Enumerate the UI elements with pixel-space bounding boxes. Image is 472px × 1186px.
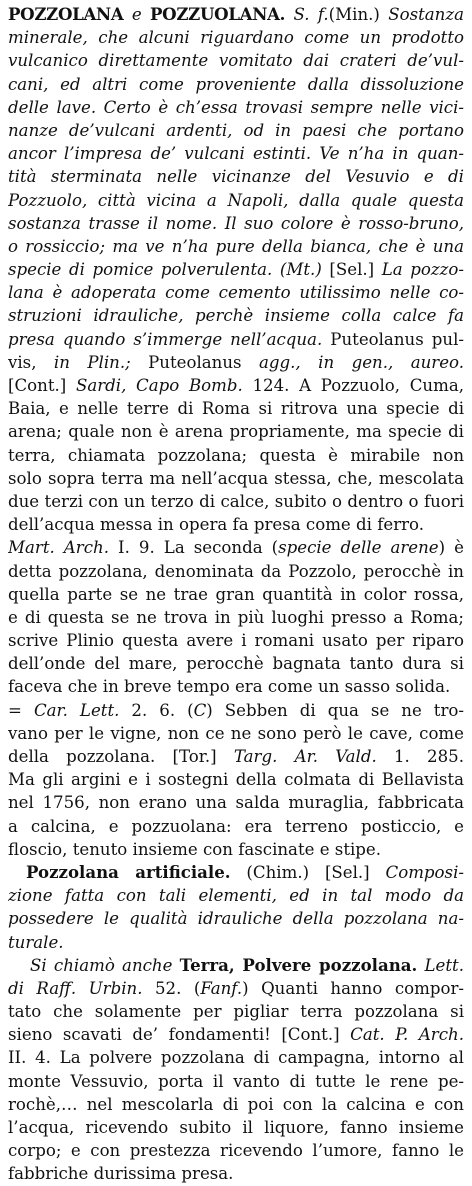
header-line-continuation bbox=[388, 5, 464, 24]
text-run: Fanf. bbox=[200, 978, 243, 998]
text-line bbox=[8, 768, 464, 791]
text-run: o rossiccio; ma ve n’ha pure della bianca, che è una bbox=[8, 236, 464, 256]
text-run: monte Vessuvio, porta il vanto di tutte le rene pe- bbox=[8, 1071, 464, 1091]
text-run: cani, ed altri come proveniente dalla dissoluzione bbox=[8, 74, 464, 94]
entry-part-of-speech: S. f. bbox=[293, 5, 329, 24]
text-line bbox=[8, 722, 464, 745]
text-run: quella parte se ne trae gran quantità in color rossa, bbox=[8, 584, 464, 604]
text-run: Puteolanus pul- bbox=[322, 329, 464, 349]
text-run: fabbriche durissima presa. bbox=[8, 1164, 234, 1184]
text-run: Ma gli argini e i sostegni della colmata di Bellavista bbox=[8, 770, 464, 790]
text-line bbox=[8, 1162, 464, 1185]
text-run: due terzi con un terzo di calce, subito o dentro o fuori bbox=[8, 491, 464, 511]
text-run: presa quando s’immerge nell’acqua. bbox=[8, 329, 323, 349]
text-run: delle lave. Certo è ch’essa trovasi sempre nelle vici- bbox=[8, 97, 464, 117]
text-line bbox=[8, 652, 464, 675]
text-line bbox=[8, 212, 464, 235]
text-line bbox=[8, 1000, 464, 1023]
text-run: C bbox=[193, 700, 207, 720]
text-line bbox=[8, 165, 464, 188]
text-run: La pozzo- bbox=[381, 260, 464, 280]
text-run: I. 9. La seconda ( bbox=[108, 538, 279, 558]
text-line bbox=[8, 513, 464, 536]
text-line bbox=[8, 1139, 464, 1162]
text-run: ) Sebben di qua se ne tro- bbox=[206, 700, 464, 720]
text-line bbox=[8, 490, 464, 513]
text-run: nel 1756, non erano una salda muraglia, fabbricata bbox=[8, 793, 464, 813]
text-run: Terra, Polvere pozzolana. bbox=[179, 954, 418, 975]
text-run: (Chim.) [Sel.] bbox=[230, 862, 386, 882]
text-line bbox=[8, 73, 464, 96]
text-line bbox=[8, 235, 464, 258]
text-run: specie di pomice polverulenta. (Mt.) bbox=[8, 260, 322, 280]
text-run: specie delle arene bbox=[278, 538, 439, 558]
text-line bbox=[8, 954, 464, 977]
text-line bbox=[8, 884, 464, 907]
text-line bbox=[8, 1093, 464, 1116]
text-run: della pozzolana. [Tor.] bbox=[8, 747, 234, 766]
text-run: [Sel.] bbox=[321, 260, 382, 280]
text-line bbox=[8, 907, 464, 930]
text-line bbox=[8, 791, 464, 814]
text-run: rochè,… nel mescolarla di poi con la calcina e con bbox=[8, 1094, 464, 1114]
text-line bbox=[8, 96, 464, 119]
text-run: II. 4. La polvere pozzolana di campagna, intorno al bbox=[8, 1048, 464, 1068]
text-run: tità sterminata nelle vicinanze del Vesuvio e di bbox=[8, 167, 464, 187]
text-run: Baia, e nelle terre di Roma si ritrova una specie di bbox=[8, 399, 464, 419]
text-line bbox=[8, 49, 464, 72]
text-line bbox=[8, 560, 464, 583]
entry-body bbox=[8, 26, 464, 1185]
text-run: ) Quanti hanno compor- bbox=[242, 978, 464, 998]
text-run: Pozzuolo, città vicina a Napoli, dalla quale questa bbox=[8, 190, 464, 210]
text-line bbox=[8, 1046, 464, 1069]
text-line bbox=[8, 258, 464, 281]
text-line bbox=[8, 1116, 464, 1139]
text-line bbox=[8, 444, 464, 467]
text-run: Sostanza bbox=[388, 5, 464, 24]
text-run: = bbox=[8, 700, 34, 720]
entry-headword: POZZOLANA bbox=[8, 4, 124, 24]
text-run: Si chiamò anche bbox=[30, 955, 180, 975]
entry-domain-label: (Min.) bbox=[328, 5, 380, 24]
text-run: 1. 285. bbox=[376, 747, 464, 766]
text-run: solo sopra terra ma nell’acqua stessa, che, mescolata bbox=[8, 468, 464, 488]
entry-headword-variant: POZZUOLANA. bbox=[149, 4, 286, 24]
text-run: in Plin.; bbox=[53, 352, 131, 372]
text-run: ) è bbox=[438, 538, 464, 558]
text-run: l’acqua, ricevendo subito il liquore, fanno insieme bbox=[8, 1118, 464, 1137]
text-line bbox=[8, 1023, 464, 1046]
text-run: 2. 6. ( bbox=[119, 700, 194, 720]
text-line bbox=[8, 1070, 464, 1093]
text-run: scrive Plinio questa avere i romani usato per riparo bbox=[8, 631, 464, 651]
text-run: turale. bbox=[8, 932, 64, 952]
text-line bbox=[8, 838, 464, 861]
text-run: ancor l’impresa de’ vulcani estinti. Ve n’ha in quan- bbox=[8, 144, 464, 164]
text-run: agg., in gen., aureo. bbox=[259, 352, 464, 372]
text-line bbox=[8, 304, 464, 327]
text-run: a calcina, e pozzuolana: era terreno posticcio, e bbox=[8, 816, 464, 836]
text-run: possedere le qualità idrauliche della pozzolana na- bbox=[8, 909, 464, 929]
text-line bbox=[8, 629, 464, 652]
text-line bbox=[8, 351, 464, 374]
text-run: detta pozzolana, denominata da Pozzolo, perocchè in bbox=[8, 561, 464, 581]
text-run: arena; quale non è arena propriamente, ma specie di bbox=[8, 422, 464, 442]
text-run: faceva che in breve tempo era come un sasso solida. bbox=[8, 677, 451, 697]
text-run: Sardi, Capo Bomb. bbox=[75, 376, 243, 395]
text-run: 124. A Pozzuolo, Cuma, bbox=[242, 376, 464, 395]
text-line bbox=[8, 328, 464, 351]
text-line bbox=[8, 467, 464, 490]
text-run: lana è adoperata come cemento utilissimo nelle co- bbox=[8, 283, 464, 303]
text-line bbox=[8, 374, 464, 397]
text-run: Lett. bbox=[417, 955, 464, 975]
text-run: Cat. P. Arch. bbox=[350, 1025, 464, 1045]
text-line bbox=[8, 583, 464, 606]
text-line bbox=[8, 675, 464, 698]
text-run: zione fatta con tali elementi, ed in tal modo da bbox=[8, 886, 464, 906]
text-run: nanze de’vulcani ardenti, od in paesi che portano bbox=[8, 120, 464, 140]
text-run: di Raff. Urbin. bbox=[8, 978, 143, 998]
text-run: terra, chiamata pozzolana; questa è mirabile non bbox=[8, 445, 464, 465]
entry-headword-conjunction: e bbox=[131, 5, 142, 24]
text-line bbox=[8, 281, 464, 304]
text-run: Mart. Arch. bbox=[8, 538, 109, 558]
text-line bbox=[8, 606, 464, 629]
text-run: Pozzolana artificiale. bbox=[26, 861, 231, 882]
text-run: minerale, che alcuni riguardano come un prodotto bbox=[8, 28, 464, 48]
text-run: vano per le vigne, non ce ne sono però le cave, come bbox=[8, 723, 464, 743]
text-run: sostanza trasse il nome. Il suo colore è rosso-bruno, bbox=[8, 213, 464, 233]
text-line bbox=[8, 420, 464, 443]
text-line bbox=[8, 931, 464, 954]
text-line bbox=[8, 536, 464, 559]
text-run: floscio, tenuto insieme con fascinate e stipe. bbox=[8, 839, 382, 859]
text-run: dell’acqua messa in opera fa presa come di ferro. bbox=[8, 515, 425, 535]
text-run: Car. Lett. bbox=[33, 700, 120, 720]
text-run: Targ. Ar. Vald. bbox=[233, 747, 377, 766]
text-line bbox=[8, 26, 464, 49]
text-run: Composi- bbox=[385, 862, 464, 882]
text-run: tato che solamente per pigliar terra pozzolana si bbox=[8, 1002, 464, 1022]
text-line bbox=[8, 977, 464, 1000]
text-run: sieno scavati de’ fondamenti! [Cont.] bbox=[8, 1025, 351, 1045]
text-line bbox=[8, 119, 464, 142]
text-run: e di questa se ne trova in più luoghi presso a Roma; bbox=[8, 607, 464, 627]
text-run: Puteolanus bbox=[130, 352, 260, 372]
text-line bbox=[8, 815, 464, 838]
text-line bbox=[8, 142, 464, 165]
text-line bbox=[8, 861, 464, 884]
text-run: vis, bbox=[8, 352, 54, 372]
text-run: 52. ( bbox=[142, 978, 201, 998]
text-line bbox=[8, 189, 464, 212]
text-run: [Cont.] bbox=[8, 376, 76, 395]
text-run: dell’onde del mare, perocchè bagnata tanto dura si bbox=[8, 654, 464, 674]
text-run: vulcanico direttamente vomitato dai crateri de’vul- bbox=[8, 51, 464, 71]
text-line bbox=[8, 745, 464, 768]
text-run: corpo; e con prestezza ricevendo l’umore, fanno le bbox=[8, 1141, 464, 1161]
text-run: struzioni idrauliche, perchè insieme colla calce fa bbox=[8, 306, 464, 326]
text-line bbox=[8, 397, 464, 420]
entry-header-line bbox=[8, 3, 464, 26]
text-line bbox=[8, 699, 464, 722]
